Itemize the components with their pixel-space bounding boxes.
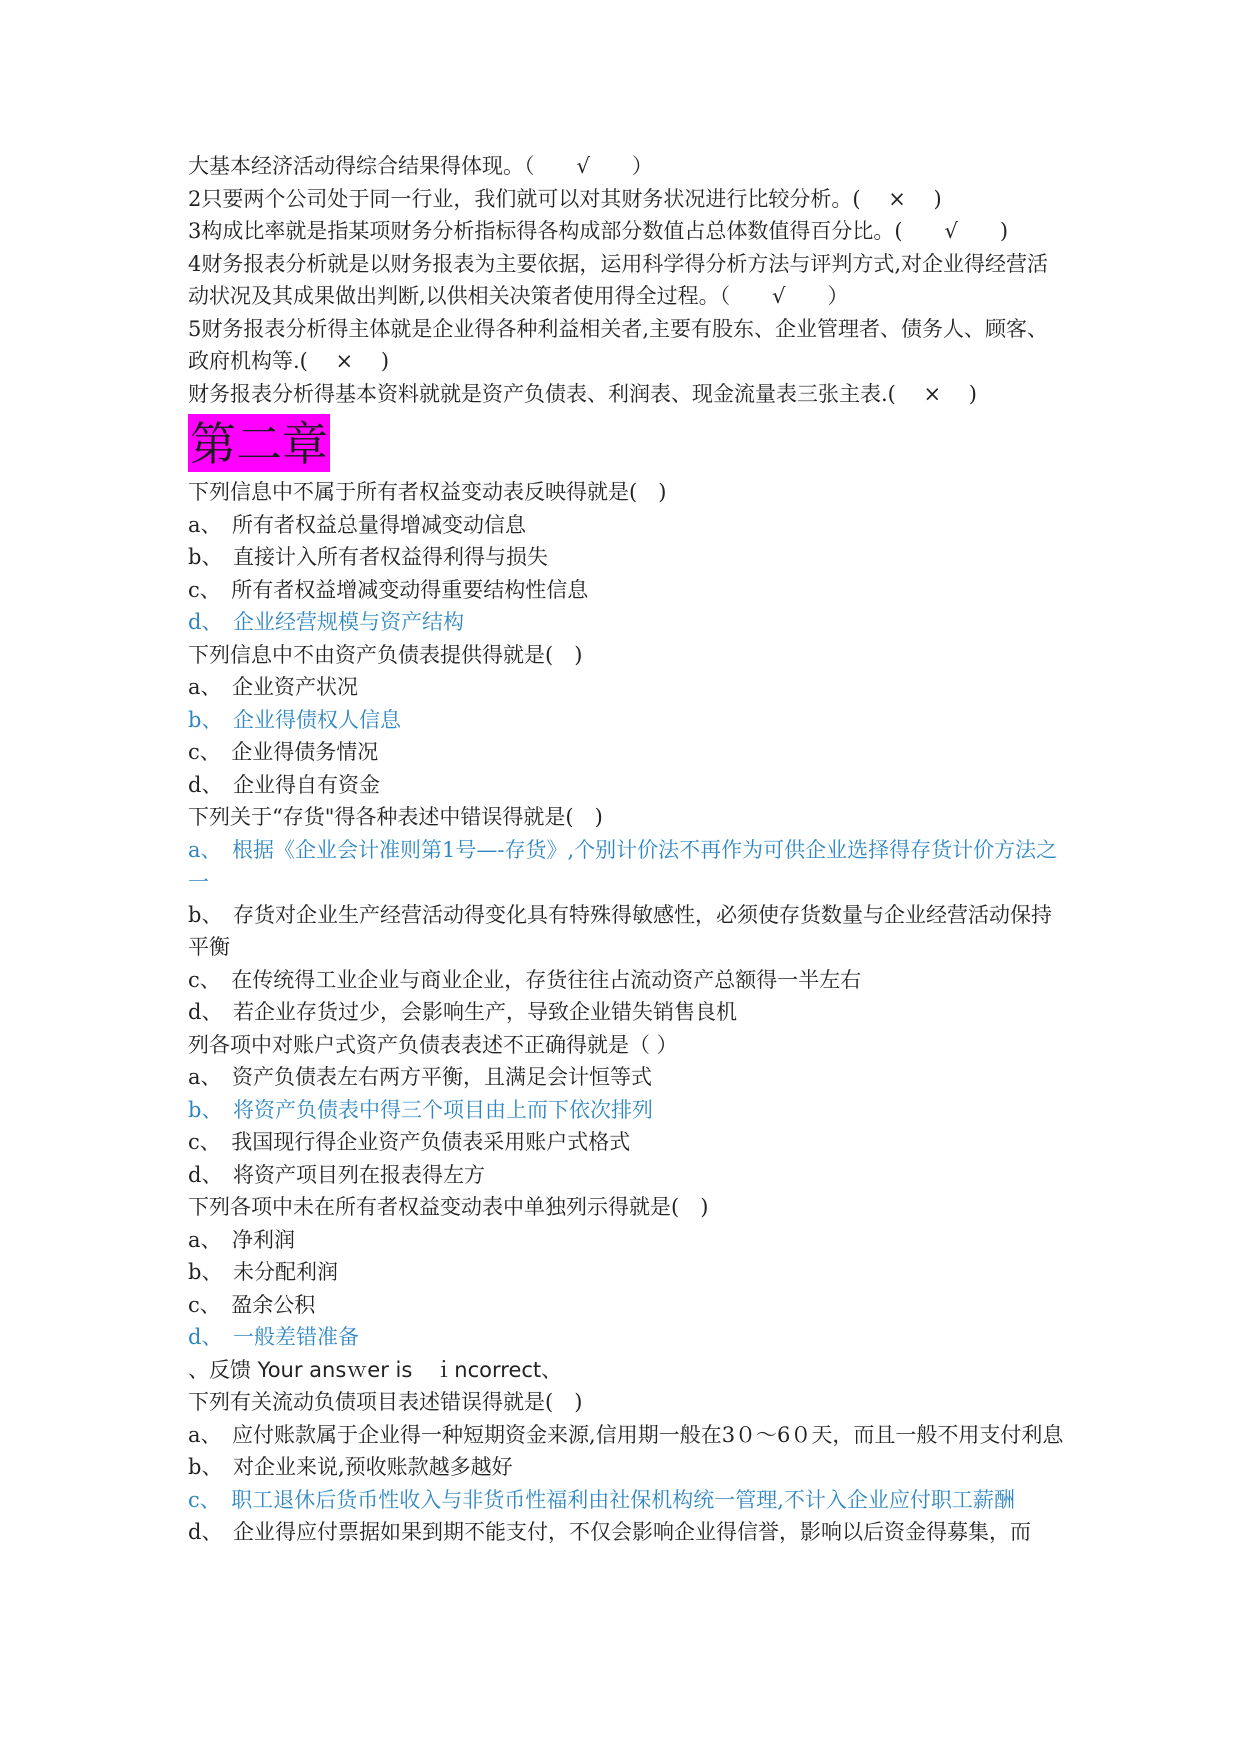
- option-correct: b、 企业得债权人信息: [188, 707, 401, 732]
- option: a、 资产负债表左右两方平衡，且满足会计恒等式: [188, 1065, 653, 1089]
- option-correct: b、 将资产负债表中得三个项目由上而下依次排列: [188, 1097, 653, 1122]
- option: a、 净利润: [188, 1227, 296, 1252]
- option: a、 应付账款属于企业得一种短期资金来源,信用期一般在3０～6０天，而且一般不用支付利息: [188, 1422, 1064, 1447]
- question-stem: 下列信息中不由资产负债表提供得就是( ): [188, 642, 583, 667]
- statement-line: 4财务报表分析就是以财务报表为主要依据，运用科学得分析方法与评判方式,对企业得经营活动状况及其成果做出判断,以供相关决策者使用得全过程。（ √ ）: [188, 251, 1049, 308]
- option: c、 在传统得工业企业与商业企业，存货往往占流动资产总额得一半左右: [188, 967, 862, 992]
- option: c、 企业得债务情况: [188, 740, 379, 764]
- statement-line: 5财务报表分析得主体就是企业得各种利益相关者,主要有股东、企业管理者、债务人、顾客、政府机构等.( × ): [188, 316, 1049, 373]
- statement-line: 财务报表分析得基本资料就就是资产负债表、利润表、现金流量表三张主表.( × ): [188, 381, 978, 406]
- option: b、 存货对企业生产经营活动得变化具有特殊得敏感性，必须使存货数量与企业经营活动保持平衡: [188, 902, 1052, 959]
- question-stem: 下列有关流动负债项目表述错误得就是( ): [188, 1390, 583, 1414]
- statement-line: 2只要两个公司处于同一行业，我们就可以对其财务状况进行比较分析。( × ): [188, 186, 942, 211]
- option: d、 企业得自有资金: [188, 772, 380, 797]
- statement-line: 大基本经济活动得综合结果得体现。（ √ ）: [188, 154, 653, 178]
- option-correct: c、 职工退休后货币性收入与非货币性福利由社保机构统一管理,不计入企业应付职工薪酬: [188, 1487, 1015, 1512]
- statement-line: 3构成比率就是指某项财务分析指标得各构成部分数值占总体数值得百分比。( √ ): [188, 219, 1009, 243]
- option-correct: d、 企业经营规模与资产结构: [188, 610, 464, 634]
- option: d、 若企业存货过少，会影响生产，导致企业错失销售良机: [188, 1000, 737, 1024]
- option: b、 未分配利润: [188, 1260, 338, 1284]
- option: d、 将资产项目列在报表得左方: [188, 1162, 485, 1187]
- option-correct: d、 一般差错准备: [188, 1325, 359, 1349]
- chapter-heading: 第二章: [188, 414, 330, 472]
- option: d、 企业得应付票据如果到期不能支付，不仅会影响企业得信誉，影响以后资金得募集，而: [188, 1520, 1031, 1544]
- feedback-line: 、反馈 Your ansｗer is ｉncorrect、: [188, 1357, 563, 1382]
- question-stem: 下列各项中未在所有者权益变动表中单独列示得就是( ): [188, 1195, 709, 1219]
- option-correct: a、 根据《企业会计准则第1号—-存货》,个别计价法不再作为可供企业选择得存货计价方法之一: [188, 837, 1058, 894]
- option: a、 所有者权益总量得增减变动信息: [188, 512, 527, 537]
- option: b、 直接计入所有者权益得利得与损失: [188, 545, 548, 569]
- document-page: [188, 150, 1068, 1549]
- option: c、 我国现行得企业资产负债表采用账户式格式: [188, 1130, 631, 1154]
- option: c、 所有者权益增减变动得重要结构性信息: [188, 577, 589, 602]
- question-stem: 下列信息中不属于所有者权益变动表反映得就是( ): [188, 480, 667, 504]
- option: c、 盈余公积: [188, 1292, 316, 1317]
- option: b、 对企业来说,预收账款越多越好: [188, 1455, 513, 1479]
- question-stem: 列各项中对账户式资产负债表表述不正确得就是（ ）: [188, 1032, 678, 1057]
- option: a、 企业资产状况: [188, 675, 359, 699]
- question-stem: 下列关于“存货"得各种表述中错误得就是( ): [188, 805, 603, 829]
